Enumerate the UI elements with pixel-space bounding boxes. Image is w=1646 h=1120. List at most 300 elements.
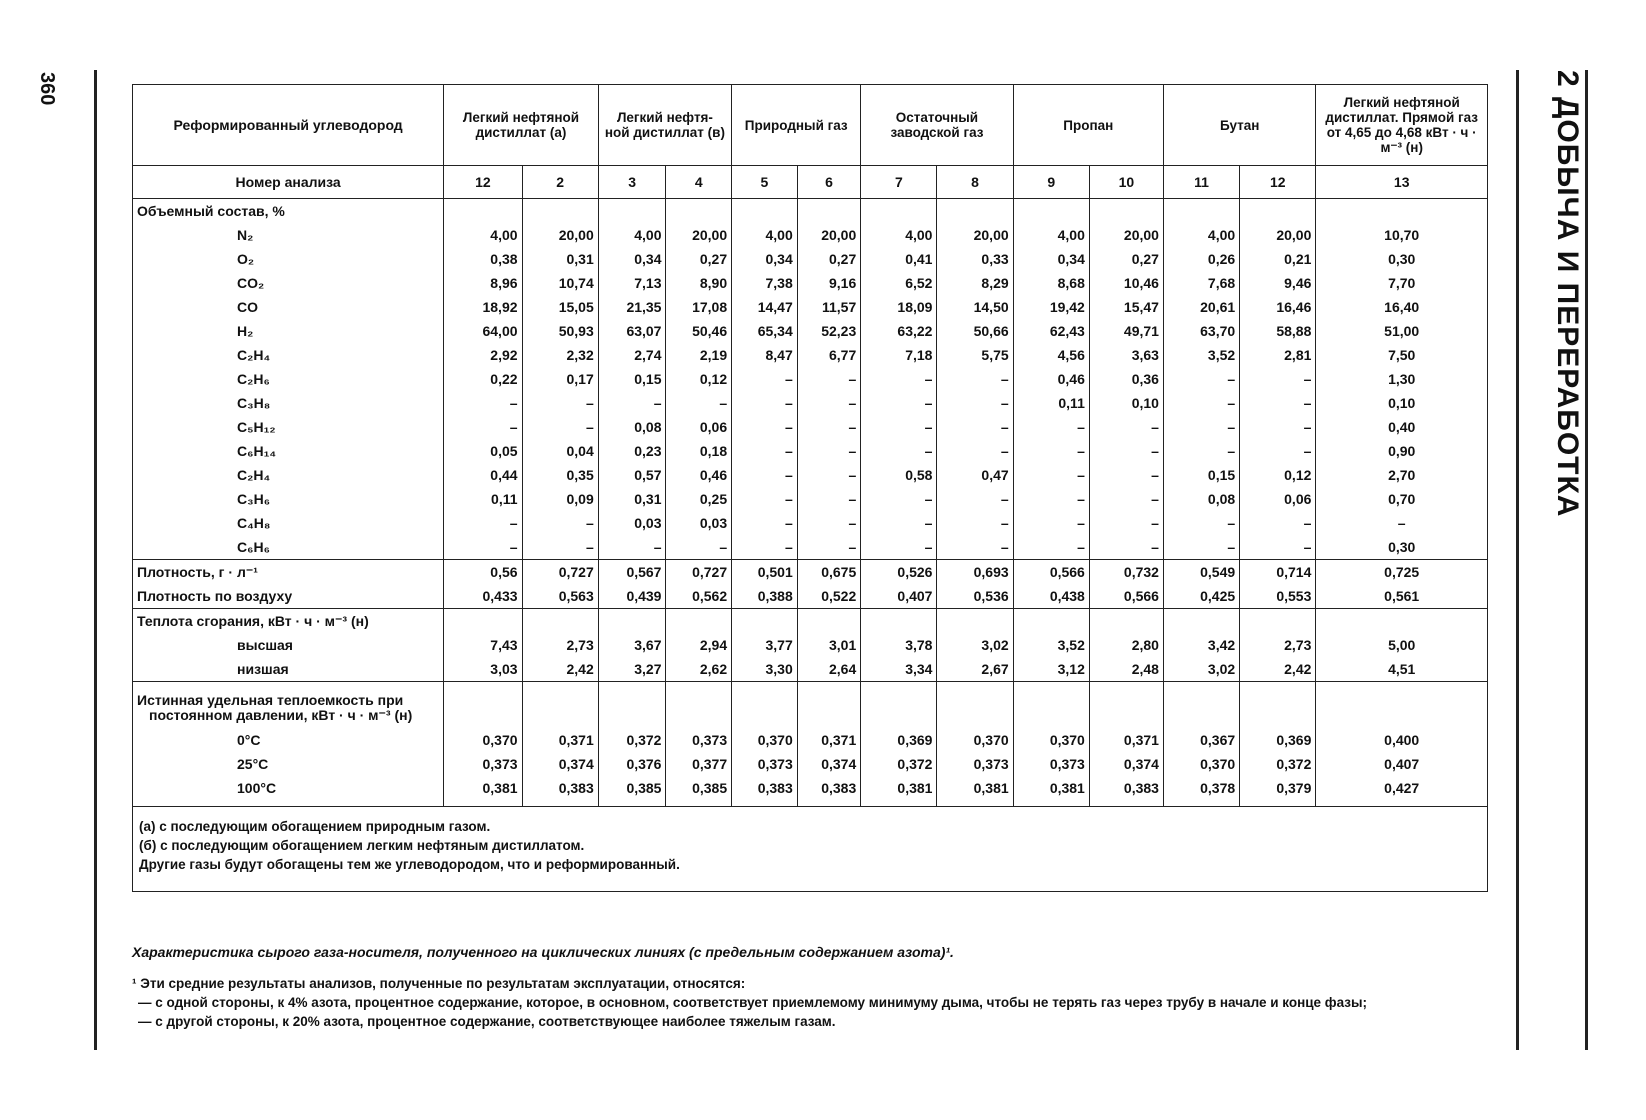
table-cell	[666, 609, 732, 634]
section-title-heat: Теплота сгорания, кВт · ч · м⁻³ (н)	[133, 609, 444, 634]
spacer-cell	[732, 800, 798, 807]
table-cell: 7,43	[444, 633, 522, 657]
table-cell: 4,00	[598, 223, 666, 247]
component-label: C₂H₄	[133, 343, 444, 367]
table-cell	[937, 682, 1013, 729]
table-cell: 0,11	[444, 487, 522, 511]
analysis-number: 12	[444, 166, 522, 199]
header-row	[133, 85, 1488, 166]
table-cell: 4,00	[732, 223, 798, 247]
table-cell	[861, 609, 937, 634]
table-cell: 0,34	[598, 247, 666, 271]
table-cell: 17,08	[666, 295, 732, 319]
table-cell	[1316, 199, 1488, 224]
table-cell: 0,371	[522, 728, 598, 752]
table-cell: 0,22	[444, 367, 522, 391]
component-label: C₆H₆	[133, 535, 444, 560]
table-cell: 20,00	[666, 223, 732, 247]
table-cell: 0,374	[522, 752, 598, 776]
table-cell: 3,03	[444, 657, 522, 682]
table-cell: 0,381	[937, 776, 1013, 800]
analysis-number: 7	[861, 166, 937, 199]
table-caption: Характеристика сырого газа-носителя, полученного на циклических линиях (с предельным содержанием азота)¹.	[132, 944, 954, 960]
density-label: Плотность по воздуху	[133, 584, 444, 609]
table-cell: –	[522, 511, 598, 535]
table-row	[133, 776, 1488, 800]
table-cell: 0,381	[444, 776, 522, 800]
table-cell: 0,379	[1240, 776, 1316, 800]
table-cell: 0,427	[1316, 776, 1488, 800]
component-label: H₂	[133, 319, 444, 343]
table-cell: 6,77	[797, 343, 861, 367]
chapter-title: 2 ДОБЫЧА И ПЕРЕРАБОТКА	[1551, 70, 1584, 518]
spacer-cell	[1163, 800, 1239, 807]
table-cell: –	[522, 535, 598, 560]
component-label: C₄H₈	[133, 511, 444, 535]
table-cell: 0,44	[444, 463, 522, 487]
table-cell: 0,526	[861, 560, 937, 585]
analysis-number: 12	[1240, 166, 1316, 199]
table-row	[133, 319, 1488, 343]
table-cell: 0,21	[1240, 247, 1316, 271]
section-header-row	[133, 682, 1488, 729]
table-cell: –	[1089, 511, 1163, 535]
table-row	[133, 633, 1488, 657]
table-cell: –	[732, 487, 798, 511]
table-cell: –	[797, 535, 861, 560]
table-cell: 0,31	[598, 487, 666, 511]
table-cell	[1163, 199, 1239, 224]
table-cell: 5,75	[937, 343, 1013, 367]
table-row	[133, 247, 1488, 271]
table-cell: –	[861, 439, 937, 463]
table-cell	[444, 199, 522, 224]
table-cell: –	[598, 391, 666, 415]
table-cell	[937, 609, 1013, 634]
table-cell: 0,47	[937, 463, 1013, 487]
table-cell	[522, 609, 598, 634]
table-cell: 0,438	[1013, 584, 1089, 609]
component-label: CO	[133, 295, 444, 319]
table-cell	[522, 682, 598, 729]
table-cell: –	[797, 463, 861, 487]
table-cell: 7,68	[1163, 271, 1239, 295]
table-cell: 5,00	[1316, 633, 1488, 657]
table-cell: –	[861, 391, 937, 415]
table-cell: 0,385	[598, 776, 666, 800]
table-spacer-row	[133, 800, 1488, 807]
analysis-number: 10	[1089, 166, 1163, 199]
table-cell: 0,12	[666, 367, 732, 391]
table-cell: 0,407	[861, 584, 937, 609]
table-cell: 0,03	[666, 511, 732, 535]
table-cell: 2,32	[522, 343, 598, 367]
table-cell	[797, 682, 861, 729]
table-row	[133, 535, 1488, 560]
table-cell: –	[732, 367, 798, 391]
header-group: Бутан	[1163, 85, 1315, 166]
table-cell	[444, 609, 522, 634]
table-cell: 0,566	[1013, 560, 1089, 585]
analysis-number-row	[133, 166, 1488, 199]
table-cell: –	[1163, 511, 1239, 535]
table-cell: 8,90	[666, 271, 732, 295]
table-cell: 0,40	[1316, 415, 1488, 439]
table-cell: 3,63	[1089, 343, 1163, 367]
table-cell: 0,370	[937, 728, 1013, 752]
analysis-label: Номер анализа	[133, 166, 444, 199]
component-label: CO₂	[133, 271, 444, 295]
table-cell	[1013, 609, 1089, 634]
spacer-cell	[1316, 800, 1488, 807]
table-cell	[666, 682, 732, 729]
table-cell: –	[861, 511, 937, 535]
table-cell: 0,57	[598, 463, 666, 487]
table-row	[133, 752, 1488, 776]
table-cell: –	[598, 535, 666, 560]
gas-composition-table	[132, 84, 1488, 807]
table-cell: –	[1163, 439, 1239, 463]
table-cell: 0,549	[1163, 560, 1239, 585]
table-cell: 62,43	[1013, 319, 1089, 343]
table-cell: 64,00	[444, 319, 522, 343]
page-number: 360	[36, 72, 58, 106]
table-cell: –	[444, 415, 522, 439]
component-label: N₂	[133, 223, 444, 247]
table-cell: 0,725	[1316, 560, 1488, 585]
table-cell: 2,81	[1240, 343, 1316, 367]
temperature-label: 0°C	[133, 728, 444, 752]
table-cell: 0,17	[522, 367, 598, 391]
table-cell: –	[1240, 391, 1316, 415]
table-cell: –	[732, 415, 798, 439]
table-cell: 0,378	[1163, 776, 1239, 800]
table-cell: 0,370	[732, 728, 798, 752]
header-group: Легкий нефтя- ной дистиллат (в)	[598, 85, 731, 166]
spacer-cell	[598, 800, 666, 807]
table-cell: 0,371	[1089, 728, 1163, 752]
table-cell: 0,30	[1316, 535, 1488, 560]
table-cell: 2,70	[1316, 463, 1488, 487]
table-cell: –	[1240, 415, 1316, 439]
table-notes	[132, 807, 1488, 892]
table-cell: –	[732, 511, 798, 535]
table-cell: 0,06	[1240, 487, 1316, 511]
table-cell: 0,425	[1163, 584, 1239, 609]
table-cell	[1316, 609, 1488, 634]
table-cell: 0,561	[1316, 584, 1488, 609]
table-cell	[1089, 199, 1163, 224]
table-cell: 0,367	[1163, 728, 1239, 752]
table-cell: 0,562	[666, 584, 732, 609]
spacer-cell	[937, 800, 1013, 807]
table-cell: 4,00	[1163, 223, 1239, 247]
table-cell: 3,27	[598, 657, 666, 682]
analysis-number: 2	[522, 166, 598, 199]
table-cell	[1240, 199, 1316, 224]
table-cell: 18,92	[444, 295, 522, 319]
table-cell	[666, 199, 732, 224]
table-cell: 2,19	[666, 343, 732, 367]
table-cell: –	[861, 535, 937, 560]
table-cell: 8,68	[1013, 271, 1089, 295]
table-cell: 0,383	[1089, 776, 1163, 800]
table-cell: –	[444, 535, 522, 560]
table-cell: –	[1240, 535, 1316, 560]
table-cell: 15,05	[522, 295, 598, 319]
note-line: (б) с последующим обогащением легким нефтяным дистиллатом.	[139, 838, 585, 853]
note-line: (а) с последующим обогащением природным газом.	[139, 819, 491, 834]
table-cell: 3,42	[1163, 633, 1239, 657]
table-cell: 2,73	[1240, 633, 1316, 657]
table-cell: 0,36	[1089, 367, 1163, 391]
table-cell: 0,26	[1163, 247, 1239, 271]
spacer-cell	[133, 800, 444, 807]
table-cell	[1089, 682, 1163, 729]
table-cell: –	[861, 367, 937, 391]
table-cell: 0,15	[598, 367, 666, 391]
table-cell: 11,57	[797, 295, 861, 319]
table-cell: –	[797, 415, 861, 439]
table-cell: 0,08	[1163, 487, 1239, 511]
section-title-capacity	[133, 682, 444, 729]
table-cell: 3,02	[1163, 657, 1239, 682]
table-cell: –	[732, 439, 798, 463]
table-row	[133, 487, 1488, 511]
table-row	[133, 343, 1488, 367]
table-row	[133, 367, 1488, 391]
table-cell: 7,38	[732, 271, 798, 295]
table-cell: 3,52	[1163, 343, 1239, 367]
analysis-number: 3	[598, 166, 666, 199]
table-row	[133, 415, 1488, 439]
table-cell: 3,67	[598, 633, 666, 657]
table-cell: 20,00	[1240, 223, 1316, 247]
table-row	[133, 463, 1488, 487]
table-cell: 50,66	[937, 319, 1013, 343]
table-cell: –	[937, 415, 1013, 439]
table-cell: 4,56	[1013, 343, 1089, 367]
table-cell: 0,383	[732, 776, 798, 800]
table-cell: 0,33	[937, 247, 1013, 271]
table-cell: 14,47	[732, 295, 798, 319]
header-group: Природный газ	[732, 85, 861, 166]
table-cell: 16,40	[1316, 295, 1488, 319]
table-cell	[861, 682, 937, 729]
table-cell: –	[1163, 535, 1239, 560]
table-cell: 3,34	[861, 657, 937, 682]
table-cell: 8,29	[937, 271, 1013, 295]
table-cell: 0,369	[1240, 728, 1316, 752]
analysis-number: 11	[1163, 166, 1239, 199]
table-cell: 0,41	[861, 247, 937, 271]
table-cell: 14,50	[937, 295, 1013, 319]
component-label: C₆H₁₄	[133, 439, 444, 463]
table-cell: 4,00	[861, 223, 937, 247]
heat-label: низшая	[133, 657, 444, 682]
header-hydrocarbon: Реформированный углеводород	[133, 85, 444, 166]
table-row	[133, 271, 1488, 295]
table-cell: 0,373	[732, 752, 798, 776]
analysis-number: 13	[1316, 166, 1488, 199]
table-cell: 10,46	[1089, 271, 1163, 295]
analysis-number: 6	[797, 166, 861, 199]
table-cell: –	[1013, 415, 1089, 439]
component-label: C₂H₄	[133, 463, 444, 487]
table-cell: 20,00	[937, 223, 1013, 247]
table-cell: 0,34	[732, 247, 798, 271]
table-cell	[598, 682, 666, 729]
table-cell: 8,47	[732, 343, 798, 367]
table-cell	[444, 682, 522, 729]
component-label: C₅H₁₂	[133, 415, 444, 439]
table-cell: –	[666, 535, 732, 560]
table-cell: 52,23	[797, 319, 861, 343]
table-cell: 0,383	[797, 776, 861, 800]
table-cell: 0,536	[937, 584, 1013, 609]
table-cell: 0,27	[666, 247, 732, 271]
table-cell: 0,373	[937, 752, 1013, 776]
table-cell: 4,00	[1013, 223, 1089, 247]
table-cell: –	[732, 463, 798, 487]
table-cell	[1089, 609, 1163, 634]
table-cell: 0,693	[937, 560, 1013, 585]
table-cell: 0,439	[598, 584, 666, 609]
table-cell: 0,370	[444, 728, 522, 752]
table-cell: 3,02	[937, 633, 1013, 657]
table-cell: 7,18	[861, 343, 937, 367]
footnote-item: — с одной стороны, к 4% азота, процентное содержание, которое, в основном, соответствует приемлемому минимуму дыма, чтобы не терять газ через трубу в начале и конце фазы;	[138, 995, 1368, 1010]
table-cell: 0,369	[861, 728, 937, 752]
table-cell: 0,70	[1316, 487, 1488, 511]
table-cell: –	[1089, 535, 1163, 560]
table-cell: 0,09	[522, 487, 598, 511]
analysis-number: 9	[1013, 166, 1089, 199]
table-body	[133, 166, 1488, 807]
component-label: C₂H₆	[133, 367, 444, 391]
spacer-cell	[1240, 800, 1316, 807]
table-row	[133, 223, 1488, 247]
table-cell: –	[797, 487, 861, 511]
table-row	[133, 728, 1488, 752]
table-cell: 8,96	[444, 271, 522, 295]
table-cell: 0,11	[1013, 391, 1089, 415]
table-cell: 0,31	[522, 247, 598, 271]
table-cell: 0,567	[598, 560, 666, 585]
table-cell: –	[1013, 487, 1089, 511]
table-cell: –	[1089, 487, 1163, 511]
header-group: Остаточный заводской газ	[861, 85, 1013, 166]
table-cell: 0,38	[444, 247, 522, 271]
spacer-cell	[861, 800, 937, 807]
table-cell: 2,42	[522, 657, 598, 682]
table-cell: 20,00	[797, 223, 861, 247]
table-cell: 0,374	[797, 752, 861, 776]
temperature-label: 100°C	[133, 776, 444, 800]
table-cell: 0,381	[861, 776, 937, 800]
table-cell	[732, 682, 798, 729]
table-cell	[1013, 682, 1089, 729]
spacer-cell	[1013, 800, 1089, 807]
table-cell: –	[732, 535, 798, 560]
table-cell: 3,78	[861, 633, 937, 657]
table-cell: 0,522	[797, 584, 861, 609]
table-cell: –	[1163, 391, 1239, 415]
table-cell: –	[444, 391, 522, 415]
table-cell: 63,07	[598, 319, 666, 343]
note-line: Другие газы будут обогащены тем же углеводородом, что и реформированный.	[139, 857, 680, 872]
header-group: Пропан	[1013, 85, 1163, 166]
footnote-intro: ¹ Эти средние результаты анализов, полученные по результатам эксплуатации, относятся:	[132, 976, 746, 991]
capacity-title-line: Истинная удельная теплоемкость при	[137, 692, 404, 708]
table-cell: 0,370	[1013, 728, 1089, 752]
table-cell: –	[1089, 415, 1163, 439]
spacer-cell	[1089, 800, 1163, 807]
table-cell: –	[937, 391, 1013, 415]
table-cell: –	[732, 391, 798, 415]
table-cell: 0,371	[797, 728, 861, 752]
table-cell: –	[1163, 415, 1239, 439]
table-cell: –	[937, 367, 1013, 391]
table-cell: –	[1089, 463, 1163, 487]
table-cell: 2,80	[1089, 633, 1163, 657]
table-cell: –	[1013, 439, 1089, 463]
table-cell: –	[1013, 511, 1089, 535]
table-cell	[598, 609, 666, 634]
table-cell: 0,27	[1089, 247, 1163, 271]
table-cell: 0,372	[598, 728, 666, 752]
table-cell	[522, 199, 598, 224]
table-cell	[937, 199, 1013, 224]
right-outer-rule	[1585, 70, 1588, 1050]
table-cell: 3,30	[732, 657, 798, 682]
table-cell: 0,27	[797, 247, 861, 271]
table-cell: 3,01	[797, 633, 861, 657]
capacity-title-line: постоянном давлении, кВт · ч · м⁻³ (н)	[149, 707, 413, 723]
table-cell: 0,383	[522, 776, 598, 800]
table-cell: 2,73	[522, 633, 598, 657]
table-cell: 3,52	[1013, 633, 1089, 657]
table-cell: 0,30	[1316, 247, 1488, 271]
density-label: Плотность, г · л⁻¹	[133, 560, 444, 585]
table-cell: 2,94	[666, 633, 732, 657]
table-cell: –	[937, 511, 1013, 535]
table-cell: 0,714	[1240, 560, 1316, 585]
table-cell: 4,51	[1316, 657, 1488, 682]
table-cell: –	[797, 367, 861, 391]
table-cell: 0,407	[1316, 752, 1488, 776]
table-cell: 63,70	[1163, 319, 1239, 343]
table-cell: –	[444, 511, 522, 535]
table-cell: 2,42	[1240, 657, 1316, 682]
component-label: C₃H₈	[133, 391, 444, 415]
left-margin-rule	[94, 70, 97, 1050]
header-group: Легкий нефтяной дистиллат. Прямой газ от 4,65 до 4,68 кВт · ч · м⁻³ (н)	[1316, 85, 1488, 166]
table-cell: 0,370	[1163, 752, 1239, 776]
table-cell: 10,74	[522, 271, 598, 295]
table-cell: 0,388	[732, 584, 798, 609]
table-cell: 0,18	[666, 439, 732, 463]
table-cell	[1163, 682, 1239, 729]
table-cell: 7,13	[598, 271, 666, 295]
table-cell: 10,70	[1316, 223, 1488, 247]
table-row	[133, 657, 1488, 682]
table-cell: –	[1240, 511, 1316, 535]
table-cell: 0,58	[861, 463, 937, 487]
table-cell: 0,372	[1240, 752, 1316, 776]
table-cell: –	[1013, 463, 1089, 487]
table-cell: 0,385	[666, 776, 732, 800]
